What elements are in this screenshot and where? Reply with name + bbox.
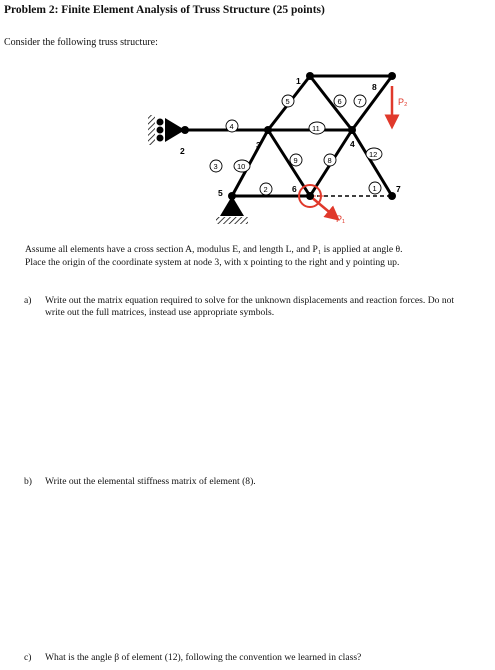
element-label-8: 8 bbox=[327, 156, 332, 165]
truss-members bbox=[185, 76, 392, 196]
problem-title: Problem 2: Finite Element Analysis of Truss Structure (25 points) bbox=[4, 4, 325, 16]
element-label-11: 11 bbox=[312, 124, 320, 133]
assumption-line-1: Assume all elements have a cross section A, modulus E, and length L, and P₁ is applied at angle θ. bbox=[25, 244, 403, 255]
element-label-10: 10 bbox=[237, 162, 246, 171]
problem-intro: Consider the following truss structure: bbox=[4, 37, 158, 48]
element-label-5: 5 bbox=[285, 97, 290, 106]
load-label-p1: P₁ bbox=[336, 214, 346, 224]
question-b-label: b) bbox=[24, 476, 32, 487]
truss-figure bbox=[0, 0, 495, 240]
assumption-line-2: Place the origin of the coordinate system at node 3, with x pointing to the right and y pointing up. bbox=[25, 257, 400, 268]
node-label-4: 4 bbox=[350, 139, 355, 149]
node-label-5: 5 bbox=[218, 188, 223, 198]
element-label-4: 4 bbox=[229, 122, 234, 131]
element-label-9: 9 bbox=[293, 156, 298, 165]
node-label-3: 3 bbox=[256, 140, 261, 150]
element-label-12: 12 bbox=[369, 150, 378, 159]
node-label-8: 8 bbox=[372, 82, 377, 92]
load-label-p2: P₂ bbox=[398, 97, 408, 107]
element-label-2: 2 bbox=[263, 185, 268, 194]
element-label-6: 6 bbox=[337, 97, 342, 106]
node-label-6: 6 bbox=[292, 184, 297, 194]
node-label-1: 1 bbox=[296, 76, 301, 86]
element-label-3: 3 bbox=[213, 162, 218, 171]
node-label-7: 7 bbox=[396, 184, 401, 194]
node-label-2: 2 bbox=[180, 146, 185, 156]
question-c-label: c) bbox=[24, 652, 32, 663]
element-label-1: 1 bbox=[372, 184, 377, 193]
element-label-7: 7 bbox=[357, 97, 362, 106]
question-a-text: Write out the matrix equation required to solve for the unknown displacements and reaction forces. Do not write out the full matrices, instead use appropriate symbols. bbox=[45, 295, 455, 318]
question-b-text: Write out the elemental stiffness matrix of element (8). bbox=[45, 476, 256, 487]
pin-support-node-5 bbox=[216, 196, 248, 224]
question-c-text: What is the angle β of element (12), following the convention we learned in class? bbox=[45, 652, 362, 663]
question-a-label: a) bbox=[24, 295, 32, 306]
pin-support-node-2 bbox=[148, 115, 185, 145]
